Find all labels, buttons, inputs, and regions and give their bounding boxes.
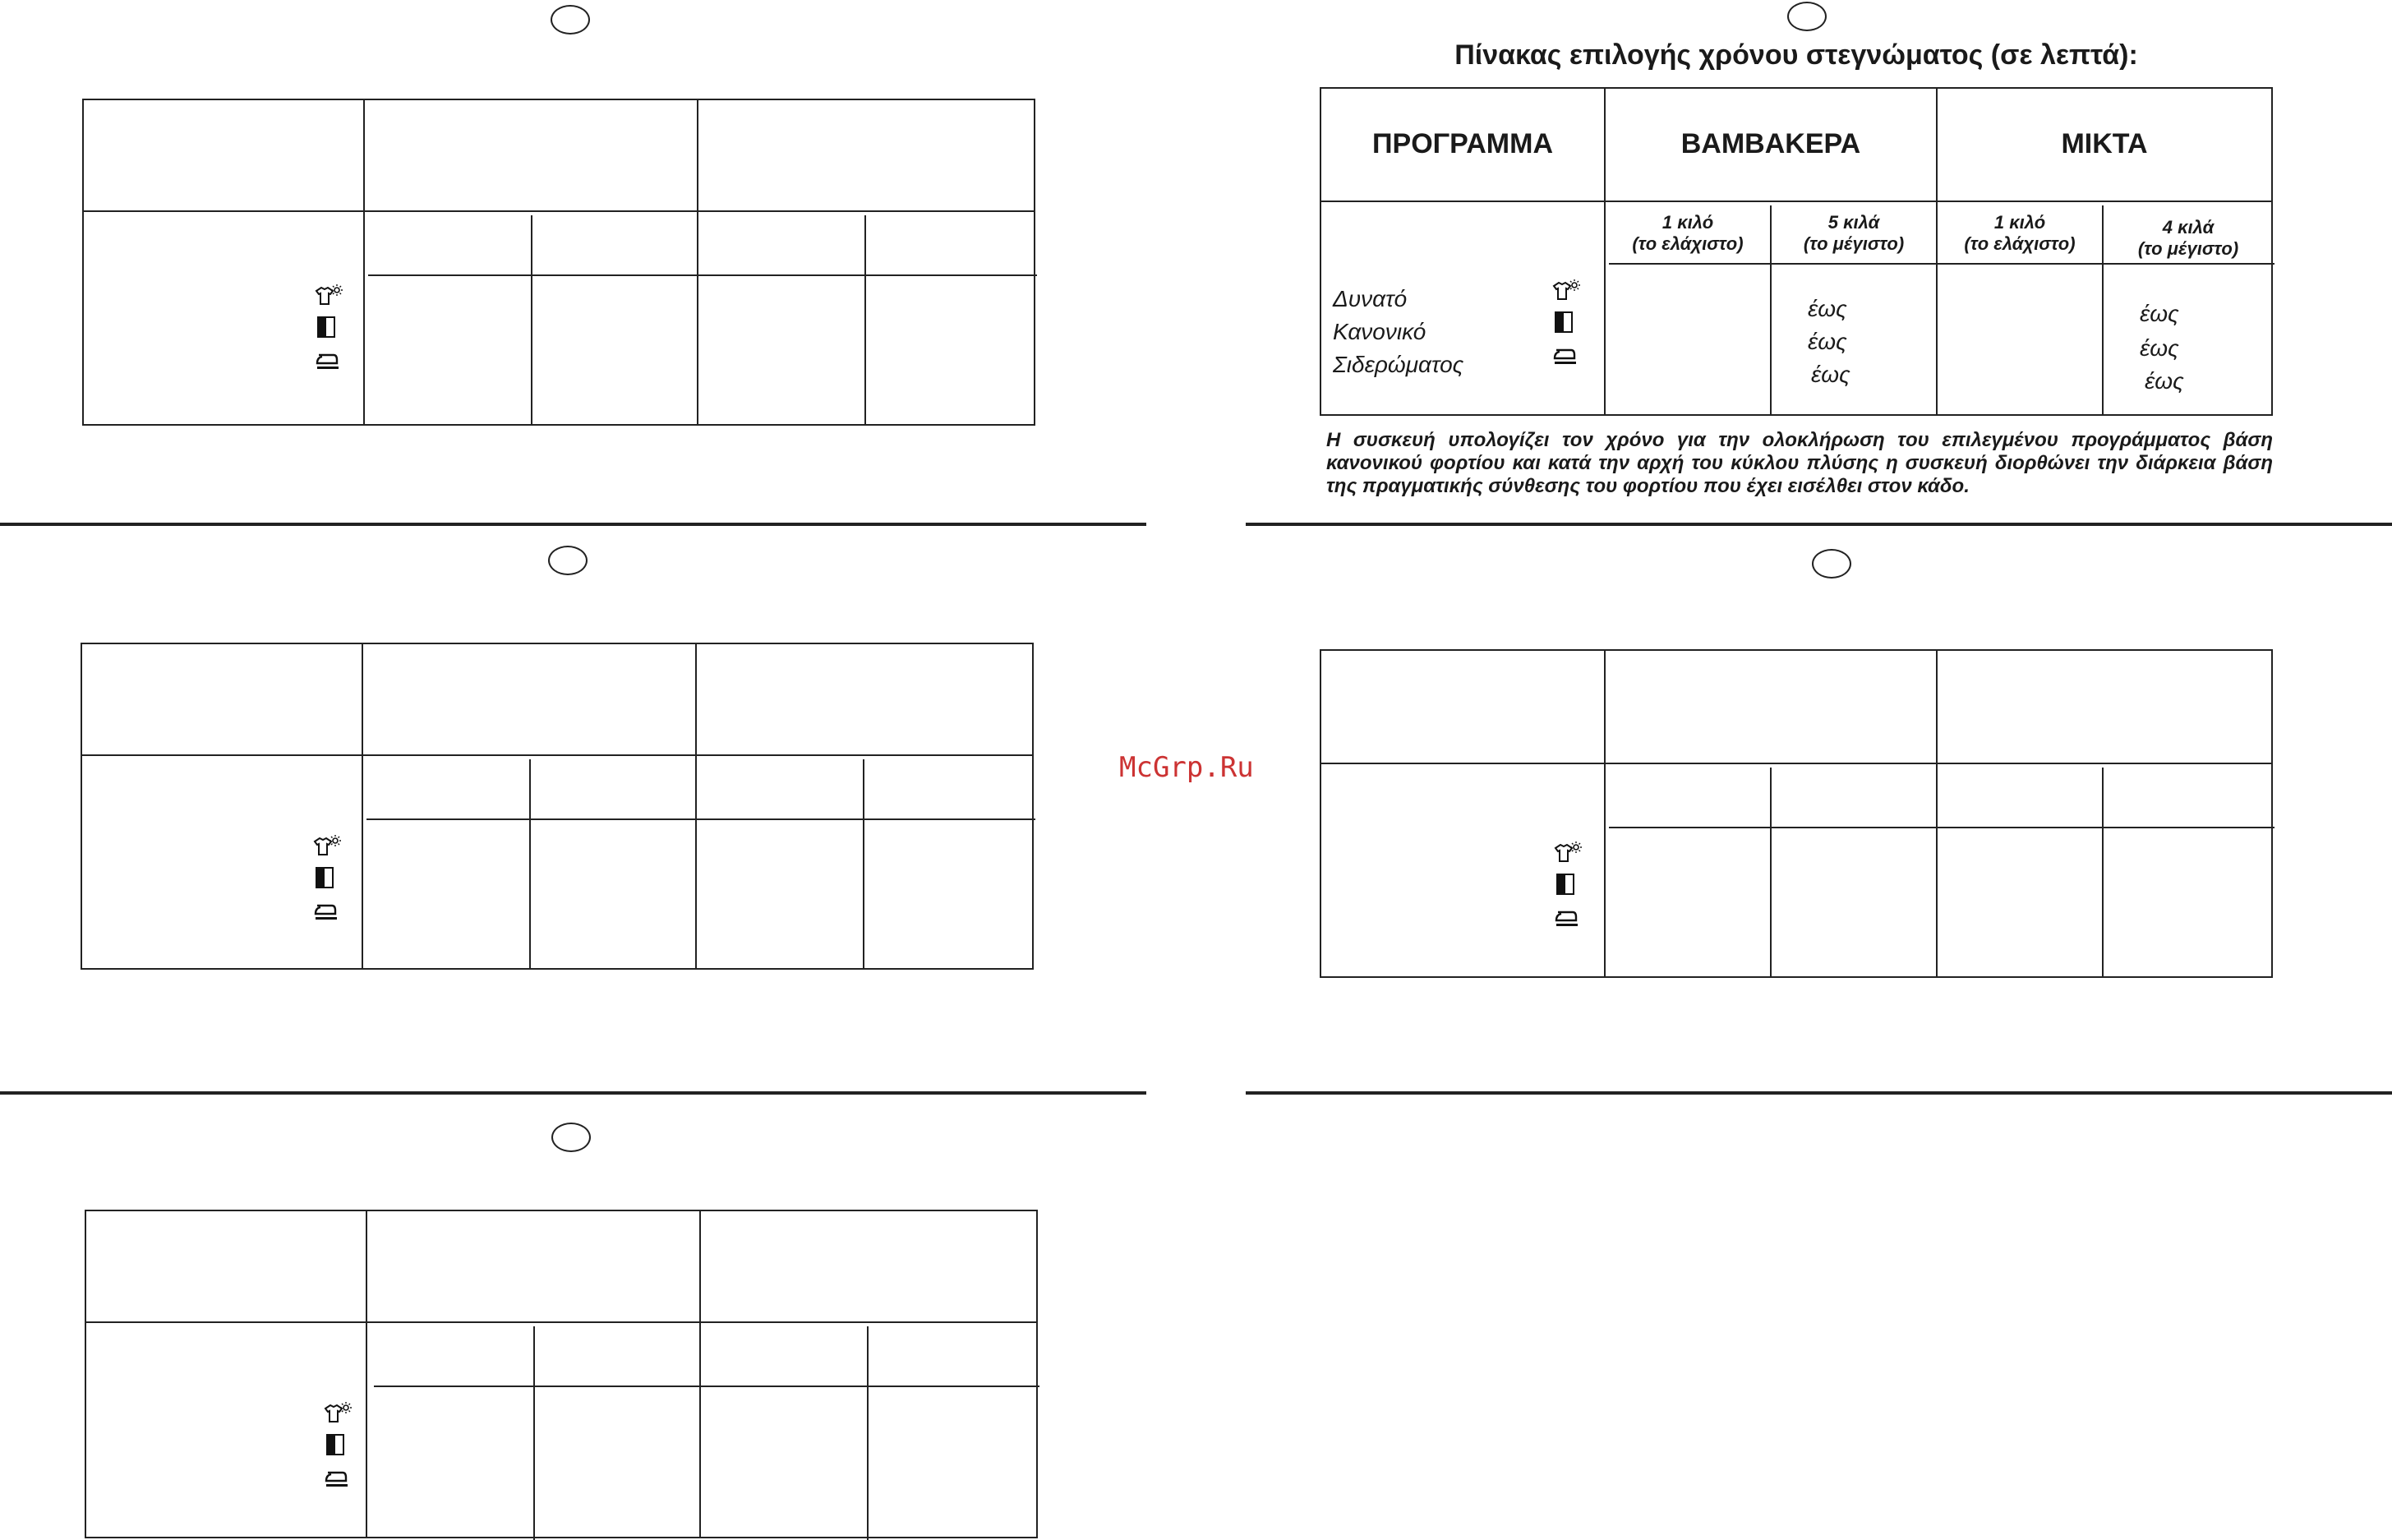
separator-right-2	[1246, 1091, 2392, 1095]
strong-dry-icon	[312, 835, 342, 858]
row-label-normal: Κανονικό	[1333, 319, 1426, 344]
cotton-max-iron: έως	[1811, 362, 1850, 387]
cupboard-dry-icon	[323, 1433, 348, 1456]
subheader-cotton-max: 5 κιλά (το μέγιστο)	[1803, 212, 1905, 254]
header-cotton: ΒΑΜΒΑΚΕΡΑ	[1680, 128, 1861, 159]
separator-left-1	[0, 523, 1146, 526]
language-badge-oval	[1787, 2, 1827, 31]
strong-dry-icon	[1553, 841, 1583, 865]
strong-dry-icon	[1551, 279, 1581, 302]
row-label-strong: Δυνατό	[1333, 286, 1408, 311]
subheader-cotton-min: 1 κιλό (το ελάχιστο)	[1632, 212, 1744, 254]
separator-right-1	[1246, 523, 2392, 526]
separator-left-2	[0, 1091, 1146, 1095]
mixed-max-strong: έως	[2140, 301, 2179, 326]
iron-dry-icon	[1553, 904, 1581, 927]
subheader-mixed-min: 1 κιλό (το ελάχιστο)	[1964, 212, 2076, 254]
watermark: McGrp.Ru	[1119, 751, 1254, 784]
iron-dry-icon	[314, 347, 342, 370]
empty-drying-table	[82, 99, 1035, 426]
drying-table-title: Πίνακας επιλογής χρόνου στεγνώματος (σε λεπτά):	[1454, 39, 2138, 71]
language-badge-oval	[551, 1123, 591, 1152]
mixed-max-normal: έως	[2140, 335, 2179, 361]
subheader-mixed-max: 4 κιλά (το μέγιστο)	[2137, 217, 2239, 259]
empty-drying-table	[1320, 649, 2273, 978]
header-mixed: ΜΙΚΤΑ	[2061, 128, 2148, 159]
language-badge-oval	[551, 5, 590, 35]
strong-dry-icon	[314, 284, 343, 307]
drying-table-note: Η συσκευή υπολογίζει τον χρόνο για την ολοκλήρωση του επιλεγμένου προγράμματος βάση κανονικού φορτίου και κατά την αρχή του κύκλου πλύσης η συσκευή διορθώνει την διάρκεια βάση της πραγματικής σύνθεσης του φορτίου που έχει εισέλθει στον κάδο.	[1326, 429, 2273, 497]
empty-drying-table	[81, 643, 1034, 970]
row-label-iron: Σιδερώματος	[1333, 352, 1464, 377]
drying-time-table	[1320, 87, 2273, 416]
iron-dry-icon	[1551, 342, 1579, 365]
header-program: ΠΡΟΓΡΑΜΜΑ	[1371, 128, 1554, 159]
cotton-max-normal: έως	[1808, 329, 1847, 354]
strong-dry-icon	[323, 1402, 353, 1425]
cupboard-dry-icon	[1553, 873, 1578, 896]
mixed-max-iron: έως	[2145, 368, 2184, 394]
cupboard-dry-icon	[314, 316, 339, 339]
language-badge-oval	[1812, 549, 1851, 579]
cupboard-dry-icon	[312, 866, 337, 889]
cotton-max-strong: έως	[1808, 296, 1847, 321]
language-badge-oval	[548, 546, 588, 575]
iron-dry-icon	[323, 1464, 351, 1487]
cupboard-dry-icon	[1551, 311, 1576, 334]
empty-drying-table	[85, 1210, 1038, 1538]
iron-dry-icon	[312, 897, 340, 920]
